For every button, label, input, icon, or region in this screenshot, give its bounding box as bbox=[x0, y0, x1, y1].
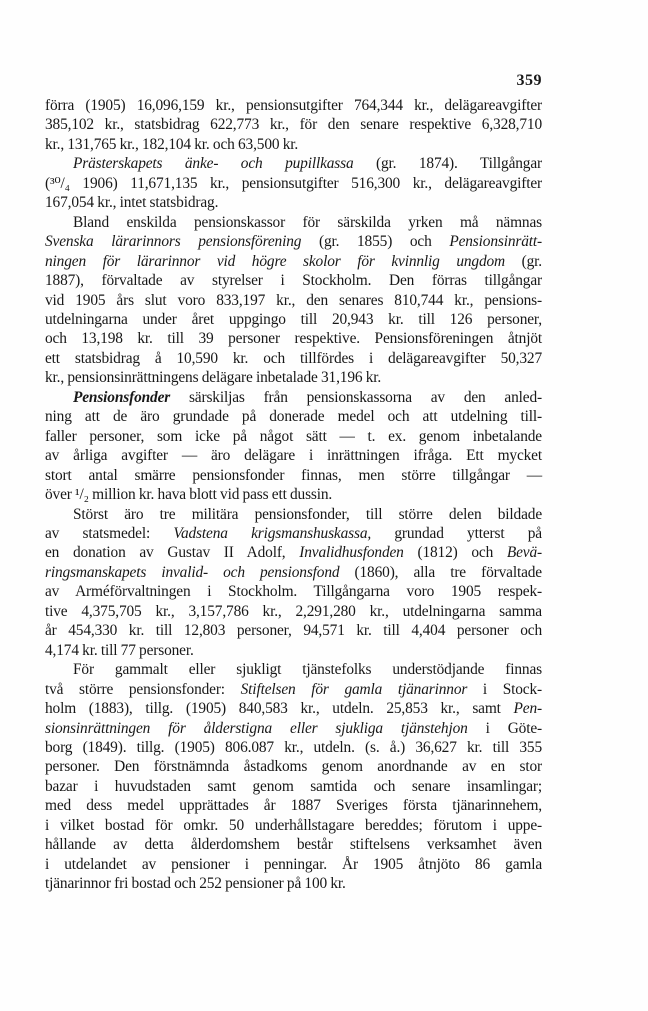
body-text: 1887), förvaltade av styrelser i Stockholm. Den förras tillgångar bbox=[45, 272, 542, 290]
text-line bbox=[45, 485, 542, 504]
text-line bbox=[45, 407, 542, 426]
body-text: (gr. 1855) och bbox=[301, 233, 450, 251]
body-text: bazar i huvudstaden samt genom samtida och senare insamlingar; bbox=[45, 777, 542, 795]
text-line bbox=[45, 193, 542, 212]
text-line bbox=[45, 874, 542, 893]
emphasized-text: Prästerskapets änke- och pupillkassa bbox=[73, 155, 354, 173]
body-text: år 454,330 kr. till 12,803 personer, 94,571 kr. till 4,404 personer och bbox=[45, 622, 542, 640]
body-text: tjänarinnor fri bostad och 252 pensioner på 100 kr. bbox=[45, 875, 346, 893]
body-text: 167,054 kr., intet statsbidrag. bbox=[45, 194, 219, 212]
body-text: personer. Den förstnämnda åstadkoms genom anordnande av en stor bbox=[45, 758, 542, 776]
text-line bbox=[45, 524, 542, 543]
page-text bbox=[45, 96, 542, 894]
text-line bbox=[45, 174, 542, 193]
emphasized-text: ningen för lärarinnor vid högre skolor för kvinnlig ungdom bbox=[45, 252, 506, 270]
body-text: Bland enskilda pensionskassor för särskilda yrken må nämnas bbox=[73, 213, 542, 231]
emphasized-text: Pensionsinrätt- bbox=[449, 233, 542, 251]
text-line bbox=[45, 738, 542, 757]
body-text: av Arméförvaltningen i Stockholm. Tillgångarna voro 1905 respek- bbox=[45, 583, 542, 601]
text-line bbox=[45, 660, 542, 679]
body-text: faller personer, som icke på något sätt — t. ex. genom inbetalande bbox=[45, 427, 542, 445]
text-line bbox=[45, 388, 542, 407]
page-number: 359 bbox=[516, 72, 542, 89]
paragraph bbox=[45, 388, 542, 505]
text-line bbox=[45, 115, 542, 134]
text-line bbox=[45, 680, 542, 699]
body-text: av statsmedel: bbox=[45, 524, 174, 542]
text-line bbox=[45, 427, 542, 446]
text-line bbox=[45, 835, 542, 854]
body-text: i Göte- bbox=[467, 719, 542, 737]
body-text: tive 4,375,705 kr., 3,157,786 kr., 2,291,280 kr., utdelningarna samma bbox=[45, 602, 542, 620]
body-text: två större pensionsfonder: bbox=[45, 680, 241, 698]
text-line bbox=[45, 271, 542, 290]
paragraph bbox=[45, 505, 542, 661]
body-text: (1860), alla tre förvaltade bbox=[339, 563, 542, 581]
text-line bbox=[45, 291, 542, 310]
text-line bbox=[45, 135, 542, 154]
body-text: För gammalt eller sjukligt tjänstefolks understödjande finnas bbox=[73, 661, 542, 679]
emphasized-text: Bevä- bbox=[506, 544, 542, 562]
text-line bbox=[45, 719, 542, 738]
text-line bbox=[45, 777, 542, 796]
body-text: i vilket bostad för omkr. 50 underhållstagare bereddes; förutom i uppe- bbox=[45, 816, 542, 834]
body-text: i utdelandet av pensioner i penningar. År 1905 åtnjöto 86 gamla bbox=[45, 855, 542, 873]
text-line bbox=[45, 349, 542, 368]
text-line bbox=[45, 466, 542, 485]
text-line bbox=[45, 213, 542, 232]
body-text: kr., pensionsinrättningens delägare inbetalade 31,196 kr. bbox=[45, 369, 382, 387]
text-line bbox=[45, 252, 542, 271]
text-line bbox=[45, 816, 542, 835]
body-text: med dess medel upprättades år 1887 Sveriges första tjänarinnehem, bbox=[45, 797, 542, 815]
text-line bbox=[45, 796, 542, 815]
body-text: 4,174 kr. till 77 personer. bbox=[45, 641, 194, 659]
emphasized-text: Stiftelsen för gamla tjänarinnor bbox=[240, 680, 468, 698]
text-line bbox=[45, 232, 542, 251]
body-text: ett statsbidrag å 10,590 kr. och tillfördes i delägareavgifter 50,327 bbox=[45, 349, 542, 367]
emphasized-text: sionsinrättningen för ålderstigna eller sjukliga tjänstehjon bbox=[45, 719, 468, 737]
body-text: i Stock- bbox=[467, 680, 542, 698]
text-line bbox=[45, 310, 542, 329]
body-text: (gr. bbox=[505, 252, 542, 270]
paragraph bbox=[45, 660, 542, 893]
paragraph bbox=[45, 213, 542, 388]
text-line bbox=[45, 543, 542, 562]
paragraph bbox=[45, 154, 542, 212]
text-line bbox=[45, 505, 542, 524]
body-text: (³⁰/₄ 1906) 11,671,135 kr., pensionsutgifter 516,300 kr., delägareavgifter bbox=[45, 174, 542, 192]
paragraph bbox=[45, 96, 542, 154]
emphasized-text: Invalidhusfonden bbox=[299, 544, 404, 562]
body-text: utdelningarna under året uppgingo till 20,943 kr. till 126 personer, bbox=[45, 310, 542, 328]
text-line bbox=[45, 621, 542, 640]
text-line bbox=[45, 699, 542, 718]
body-text: och 13,198 kr. till 39 personer respektive. Pensionsföreningen åtnjöt bbox=[45, 330, 542, 348]
body-text: Störst äro tre militära pensionsfonder, till större delen bildade bbox=[73, 505, 542, 523]
body-text: stort antal smärre pensionsfonder finnas, men större tillgångar — bbox=[45, 466, 542, 484]
text-line bbox=[45, 96, 542, 115]
text-line bbox=[45, 563, 542, 582]
text-line bbox=[45, 446, 542, 465]
body-text: särskiljas från pensionskassorna av den anled- bbox=[170, 388, 542, 406]
body-text: av årliga avgifter — äro delägare i inrättningen ifråga. Ett mycket bbox=[45, 447, 542, 465]
body-text: förra (1905) 16,096,159 kr., pensionsutgifter 764,344 kr., delägareavgifter bbox=[45, 97, 542, 114]
body-text: ning att de äro grundade på donerade medel och att utdelning till- bbox=[45, 408, 542, 426]
text-line bbox=[45, 368, 542, 387]
emphasized-text: Vadstena krigsmanshuskassa, bbox=[173, 524, 372, 542]
emphasized-text: Pensionsfonder bbox=[73, 388, 171, 406]
body-text: hållande av detta ålderdomshem består stiftelsens verksamhet även bbox=[45, 836, 542, 854]
emphasized-text: Svenska lärarinnors pensionsförening bbox=[45, 233, 302, 251]
body-text: 385,102 kr., statsbidrag 622,773 kr., för den senare respektive 6,328,710 bbox=[45, 116, 542, 134]
text-line bbox=[45, 154, 542, 173]
text-line bbox=[45, 329, 542, 348]
body-text: en donation av Gustav II Adolf, bbox=[45, 544, 300, 562]
body-text: över ¹/₂ million kr. hava blott vid pass ett dussin. bbox=[45, 486, 333, 504]
text-line bbox=[45, 582, 542, 601]
emphasized-text: ringsmanskapets invalid- och pensionsfond bbox=[45, 563, 340, 581]
body-text: (gr. 1874). Tillgångar bbox=[353, 155, 542, 173]
body-text: kr., 131,765 kr., 182,104 kr. och 63,500 kr. bbox=[45, 135, 299, 153]
body-text: (1812) och bbox=[403, 544, 507, 562]
text-line bbox=[45, 855, 542, 874]
body-text: vid 1905 års slut voro 833,197 kr., den senares 810,744 kr., pensions- bbox=[45, 291, 542, 309]
body-text: borg (1849). tillg. (1905) 806.087 kr., utdeln. (s. å.) 36,627 kr. till 355 bbox=[45, 738, 542, 756]
text-line bbox=[45, 602, 542, 621]
text-line bbox=[45, 641, 542, 660]
body-text: grundad ytterst på bbox=[371, 524, 542, 542]
body-text: holm (1883), tillg. (1905) 840,583 kr., utdeln. 25,853 kr., samt bbox=[45, 700, 514, 718]
emphasized-text: Pen- bbox=[513, 700, 542, 718]
text-line bbox=[45, 757, 542, 776]
